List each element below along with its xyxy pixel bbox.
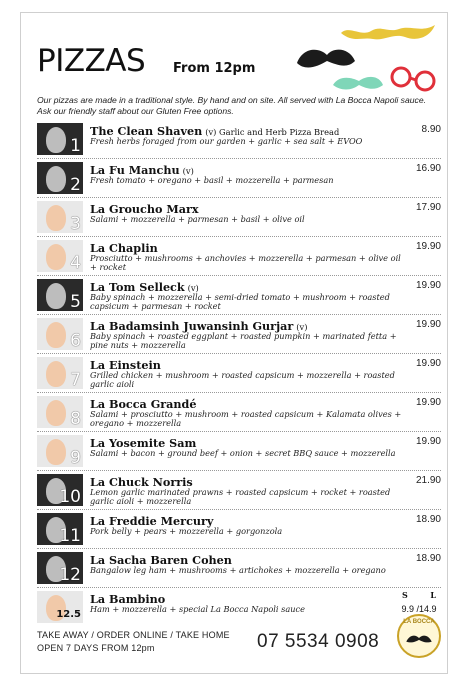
pizza-name: La Yosemite Sam bbox=[90, 436, 197, 450]
menu-page bbox=[20, 12, 448, 674]
size-s-label: S bbox=[402, 590, 408, 600]
size-l-label: L bbox=[430, 590, 436, 600]
pizza-name: La Chaplin bbox=[90, 241, 158, 255]
pizza-price: 16.90 bbox=[415, 163, 441, 174]
footer bbox=[37, 619, 441, 670]
la-bocca-logo: LA BOCCA bbox=[397, 614, 441, 658]
pizza-price: 19.90 bbox=[415, 436, 441, 447]
pizza-item-8 bbox=[37, 393, 441, 432]
pizza-name: La Sacha Baren Cohen bbox=[90, 553, 232, 567]
from-time-label: From 12pm bbox=[173, 61, 256, 76]
portrait-image: 7 bbox=[37, 357, 83, 389]
pizza-description: Fresh tomato + oregano + basil + mozzerella + parmesan bbox=[90, 175, 334, 185]
pizza-description: Ham + mozzerella + special La Bocca Napoli sauce bbox=[90, 604, 305, 614]
portrait-image: 1 bbox=[37, 123, 83, 155]
portrait-image: 2 bbox=[37, 162, 83, 194]
portrait-image: 6 bbox=[37, 318, 83, 350]
pizza-name: La Bambino bbox=[90, 592, 166, 606]
pizza-name: La Groucho Marx bbox=[90, 202, 199, 216]
glasses-left-icon bbox=[392, 68, 410, 86]
pizza-description: Salami + prosciutto + mushroom + roasted capsicum + Kalamata olives + oregano + mozzerella bbox=[90, 409, 402, 429]
pizza-price: 19.90 bbox=[415, 358, 441, 369]
pizza-name: La Tom Selleck (v) bbox=[90, 280, 199, 294]
portrait-image: 12 bbox=[37, 552, 83, 584]
page-title: PIZZAS bbox=[37, 43, 146, 79]
pizza-price: 19.90 bbox=[415, 280, 441, 291]
phone-number[interactable]: 07 5534 0908 bbox=[257, 631, 380, 652]
pizza-description: Grilled chicken + mushroom + roasted capsicum + mozzerella + roasted garlic aioli bbox=[90, 370, 395, 390]
black-moustache-icon bbox=[297, 50, 355, 68]
pizza-price: 19.90 bbox=[415, 397, 441, 408]
pizza-item-7 bbox=[37, 354, 441, 393]
logo-moustache-icon bbox=[406, 636, 431, 643]
pizza-item-5 bbox=[37, 276, 441, 315]
pizza-item-1 bbox=[37, 120, 441, 159]
pizza-description: Pork belly + pears + mozzerella + gorgonzola bbox=[90, 526, 283, 536]
intro-text: Our pizzas are made in a traditional style. By hand and on site. All served with La Bocca Napoli sauce. Ask our friendly staff about our Gluten Free options. bbox=[37, 95, 426, 116]
footer-services: TAKE AWAY / ORDER ONLINE / TAKE HOME bbox=[37, 630, 230, 640]
pizza-description: Salami + mozzerella + parmesan + basil + olive oil bbox=[90, 214, 305, 224]
pizza-item-10 bbox=[37, 471, 441, 510]
footer-hours: OPEN 7 DAYS FROM 12pm bbox=[37, 643, 155, 653]
pizza-list bbox=[37, 120, 441, 626]
portrait-image: 9 bbox=[37, 435, 83, 467]
pizza-price: 21.90 bbox=[415, 475, 441, 486]
pizza-price: 18.90 bbox=[415, 553, 441, 564]
portrait-image: 5 bbox=[37, 279, 83, 311]
pizza-price: 9.9 /14.9 bbox=[401, 604, 437, 614]
pizza-item-11 bbox=[37, 510, 441, 549]
pizza-price: 19.90 bbox=[415, 241, 441, 252]
pizza-price: 19.90 bbox=[415, 319, 441, 330]
pizza-name: La Fu Manchu (v) bbox=[90, 163, 194, 177]
pizza-name: La Chuck Norris bbox=[90, 475, 193, 489]
pizza-item-12 bbox=[37, 549, 441, 588]
pizza-item-bambino bbox=[37, 588, 441, 626]
pizza-name: La Badamsinh Juwansinh Gurjar (v) bbox=[90, 319, 308, 333]
pizza-price: 18.90 bbox=[415, 514, 441, 525]
portrait-image: 8 bbox=[37, 396, 83, 428]
pizza-item-6 bbox=[37, 315, 441, 354]
pizza-description: Bangalow leg ham + mushrooms + artichokes + mozzerella + oregano bbox=[90, 565, 386, 575]
pizza-price: 17.90 bbox=[415, 202, 441, 213]
pizza-description: Baby spinach + mozzerella + semi-dried tomato + mushroom + roasted capsicum + parmesan + rocket bbox=[90, 292, 390, 312]
pizza-name: La Einstein bbox=[90, 358, 161, 372]
pizza-price: 8.90 bbox=[421, 124, 441, 135]
pizza-description: Lemon garlic marinated prawns + roasted capsicum + rocket + roasted garlic aioli + mozzerella bbox=[90, 487, 391, 507]
portrait-image: 11 bbox=[37, 513, 83, 545]
gold-moustache-icon bbox=[341, 25, 435, 39]
pizza-description: Salami + bacon + ground beef + onion + secret BBQ sauce + mozzerella bbox=[90, 448, 396, 458]
pizza-item-2 bbox=[37, 159, 441, 198]
portrait-image: 4 bbox=[37, 240, 83, 272]
pizza-item-3 bbox=[37, 198, 441, 237]
pizza-name: La Freddie Mercury bbox=[90, 514, 214, 528]
size-price-block bbox=[397, 590, 441, 614]
mint-moustache-icon bbox=[333, 77, 383, 90]
portrait-image: 10 bbox=[37, 474, 83, 506]
portrait-image: 3 bbox=[37, 201, 83, 233]
moustache-decoration-icon bbox=[289, 17, 439, 99]
pizza-name: La Bocca Grandé bbox=[90, 397, 197, 411]
pizza-description: Prosciutto + mushrooms + anchovies + mozzerella + parmesan + olive oil + rocket bbox=[90, 253, 401, 273]
pizza-description: Baby spinach + roasted eggplant + roasted pumpkin + marinated fetta + pine nuts + mozzerella bbox=[90, 331, 397, 351]
pizza-item-9 bbox=[37, 432, 441, 471]
portrait-image: 12.5 bbox=[37, 591, 83, 623]
glasses-right-icon bbox=[416, 72, 434, 90]
pizza-name: The Clean Shaven (v) Garlic and Herb Pizza Bread bbox=[90, 124, 340, 138]
pizza-description: Fresh herbs foraged from our garden + garlic + sea salt + EVOO bbox=[90, 136, 363, 146]
pizza-item-4 bbox=[37, 237, 441, 276]
